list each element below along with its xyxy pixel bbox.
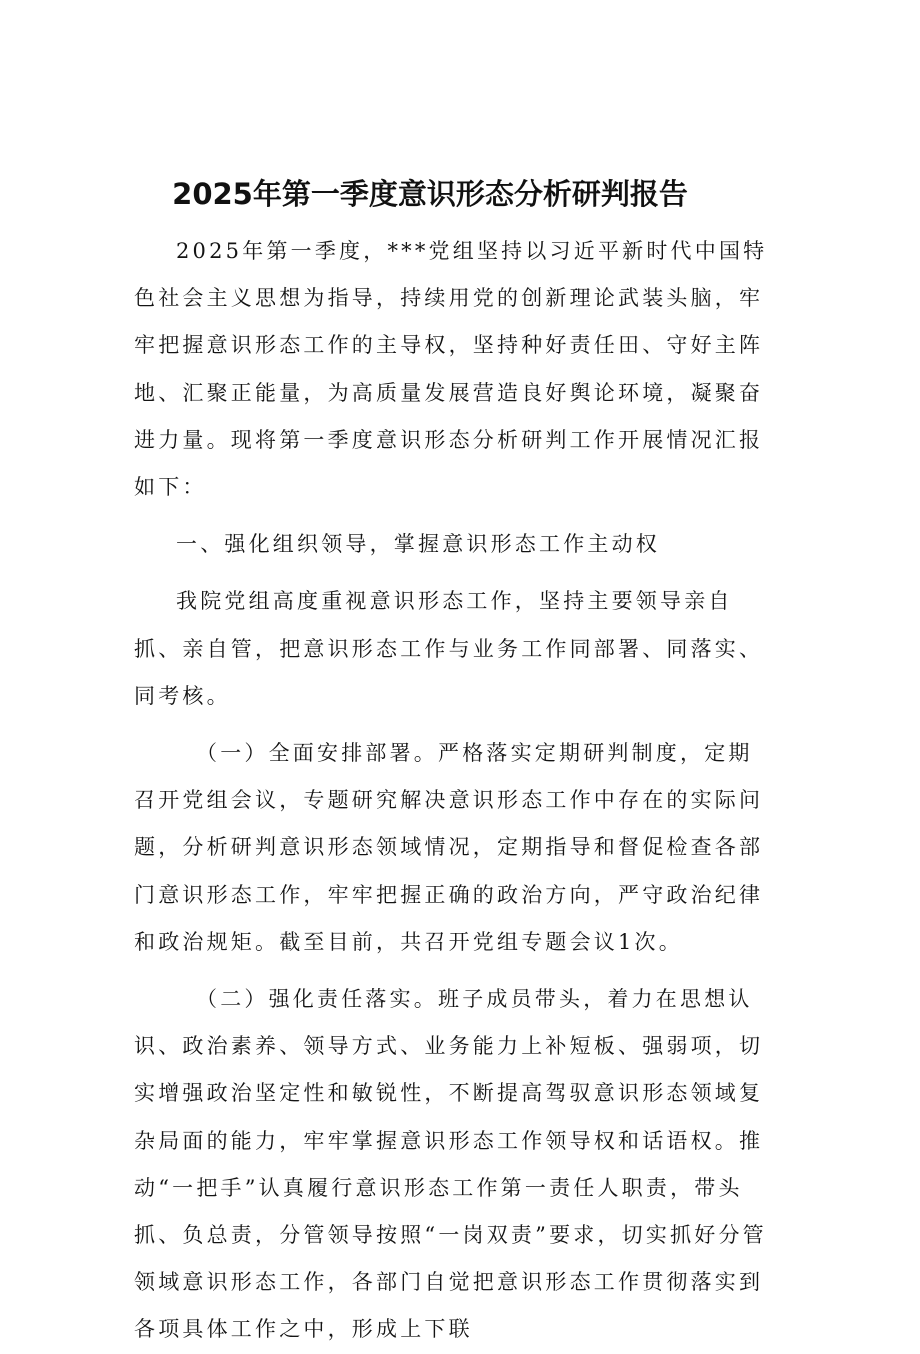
document-title: 2025年第一季度意识形态分析研判报告 xyxy=(172,177,688,211)
document-body xyxy=(134,228,774,1354)
intro-paragraph: 2025年第一季度，***党组坚持以习近平新时代中国特色社会主义思想为指导，持续用党的创新理论武装头脑，牢牢把握意识形态工作的主导权，坚持种好责任田、守好主阵地、汇聚正能量，为高质量发展营造良好舆论环境，凝聚奋进力量。现将第一季度意识形态分析研判工作开展情况汇报如下： xyxy=(134,239,768,500)
item-paragraph-2: （二）强化责任落实。班子成员带头，着力在思想认识、政治素养、领导方式、业务能力上补短板、强弱项，切实增强政治坚定性和敏锐性，不断提高驾驭意识形态领域复杂局面的能力，牢牢掌握意识形态工作领导权和话语权。推动“一把手”认真履行意识形态工作第一责任人职责，带头抓、负总责，分管领导按照“一岗双责”要求，切实抓好分管领域意识形态工作，各部门自觉把意识形态工作贯彻落实到各项具体工作之中，形成上下联 xyxy=(134,987,767,1342)
item-paragraph-1: （一）全面安排部署。严格落实定期研判制度，定期召开党组会议，专题研究解决意识形态工作中存在的实际问题，分析研判意识形态领域情况，定期指导和督促检查各部门意识形态工作，牢牢把握正确的政治方向，严守政治纪律和政治规矩。截至目前，共召开党组专题会议1次。 xyxy=(134,741,764,954)
section-body-paragraph: 我院党组高度重视意识形态工作，坚持主要领导亲自抓、亲自管，把意识形态工作与业务工作同部署、同落实、同考核。 xyxy=(134,589,764,708)
section-heading: 一、强化组织领导，掌握意识形态工作主动权 xyxy=(176,532,660,557)
